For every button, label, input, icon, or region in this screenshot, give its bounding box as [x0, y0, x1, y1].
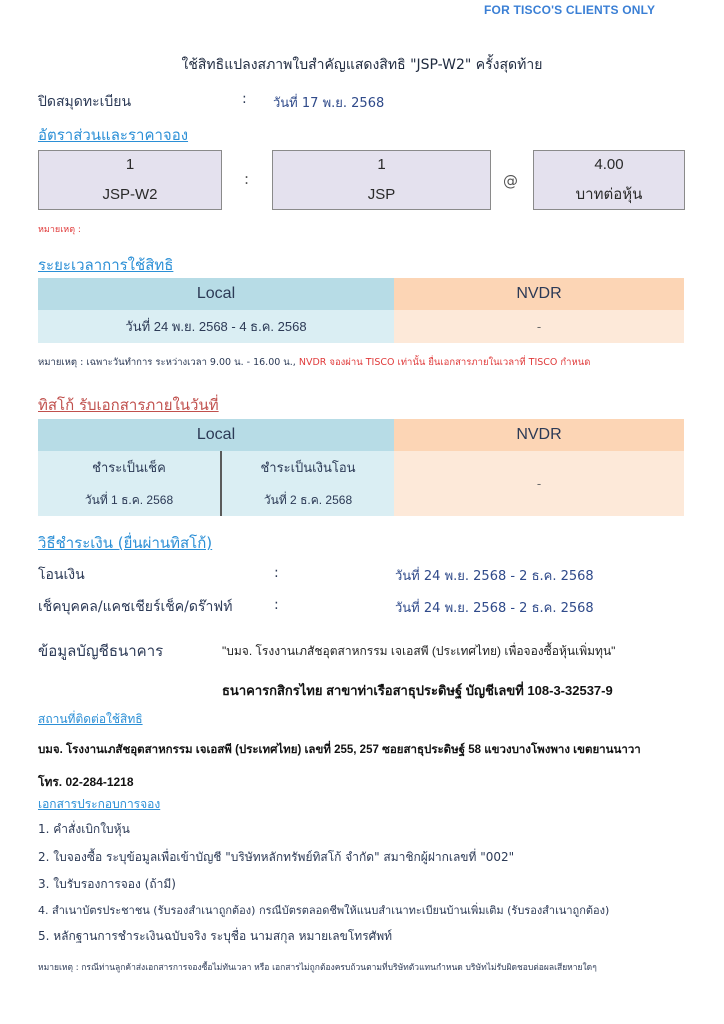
- ratio-box-share: [272, 150, 491, 210]
- deadline-cheque: [38, 451, 220, 516]
- exercise-note-red: NVDR จองผ่าน TISCO เท่านั้น ยื่นเอกสารภายในเวลาที่ TISCO กำหนด: [298, 357, 591, 368]
- ratio-heading[interactable]: อัตราส่วนและราคาจอง: [38, 126, 189, 144]
- document-item-4: 4. สำเนาบัตรประชาชน (รับรองสำเนาถูกต้อง) กรณีบัตรตลอดชีพให้แนบสำเนาทะเบียนบ้านเพิ่มเติม (รับรองสำเนาถูกต้อง): [38, 904, 610, 917]
- document-item-2: 2. ใบจองซื้อ ระบุข้อมูลเพื่อเข้าบัญชี "บริษัทหลักทรัพย์ทิสโก้ จำกัด" สมาชิกผู้ฝากเลขที่ "002": [38, 850, 515, 864]
- exercise-period-heading[interactable]: ระยะเวลาการใช้สิทธิ: [38, 256, 174, 274]
- payment-cheque-dates: วันที่ 24 พ.ย. 2568 - 2 ธ.ค. 2568: [395, 601, 594, 616]
- share-qty: 1: [377, 156, 386, 173]
- warrant-qty: 1: [125, 156, 135, 173]
- cheque-date: วันที่ 1 ธ.ค. 2568: [84, 492, 174, 507]
- bank-info-label: ข้อมูลบัญชีธนาคาร: [38, 642, 164, 660]
- contact-phone: โทร. 02-284-1218: [38, 775, 134, 789]
- exercise-note-text: หมายเหตุ : เฉพาะวันทำการ ระหว่างเวลา 9.00 น. - 16.00 น.,: [38, 357, 299, 368]
- contact-address: บมจ. โรงงานเภสัชอุตสาหกรรม เจเอสพี (ประเทศไทย) เลขที่ 255, 257 ซอยสาธุประดิษฐ์ 58 แขวงบางโพงพาง เขตยานนาวา: [38, 744, 641, 756]
- deadline-transfer: [222, 451, 394, 516]
- transfer-label: ชำระเป็นเงินโอน: [260, 460, 356, 476]
- deadline-nvdr-value: -: [394, 451, 684, 516]
- documents-heading[interactable]: เอกสารประกอบการจอง: [38, 797, 161, 811]
- exercise-period-note: [38, 355, 590, 370]
- ratio-at-sign: @: [503, 172, 518, 190]
- warrant-name: JSP-W2: [102, 186, 158, 203]
- ratio-box-warrant: [38, 150, 222, 210]
- exercise-nvdr-header: NVDR: [394, 278, 684, 310]
- deadline-nvdr-header: NVDR: [394, 419, 684, 451]
- bank-account-detail: ธนาคารกสิกรไทย สาขาท่าเรือสาธุประดิษฐ์ บัญชีเลขที่ 108-3-32537-9: [222, 683, 613, 698]
- payment-transfer-colon: :: [274, 565, 279, 581]
- payment-transfer-label: โอนเงิน: [38, 567, 85, 583]
- exercise-period-table: [38, 278, 684, 343]
- book-closing-colon: :: [242, 91, 247, 107]
- exercise-local-header: Local: [38, 278, 394, 310]
- document-item-1: 1. คำสั่งเบิกใบหุ้น: [38, 822, 130, 836]
- price-unit: บาทต่อหุ้น: [575, 186, 643, 203]
- book-closing-date: วันที่ 17 พ.ย. 2568: [273, 96, 385, 111]
- deadline-local-header: Local: [38, 419, 394, 451]
- payment-cheque-label: เช็คบุคคล/แคชเชียร์เช็ค/ดร๊าฟท์: [38, 599, 233, 615]
- ratio-note: หมายเหตุ :: [38, 225, 81, 235]
- bank-account-name: "บมจ. โรงงานเภสัชอุตสาหกรรม เจเอสพี (ประเทศไทย) เพื่อจองซื้อหุ้นเพิ่มทุน": [222, 644, 616, 658]
- cheque-label: ชำระเป็นเช็ค: [92, 460, 166, 476]
- ratio-box-price: [533, 150, 685, 210]
- document-item-5: 5. หลักฐานการชำระเงินฉบับจริง ระบุชื่อ นามสกุล หมายเลขโทรศัพท์: [38, 929, 393, 943]
- doc-deadline-heading[interactable]: ทิสโก้ รับเอกสารภายในวันที่: [38, 396, 219, 414]
- deadline-local-cell: [38, 451, 394, 516]
- price-value: 4.00: [594, 156, 624, 173]
- book-closing-label: ปิดสมุดทะเบียน: [38, 94, 132, 110]
- doc-deadline-table: [38, 419, 684, 516]
- document-item-3: 3. ใบรับรองการจอง (ถ้ามี): [38, 877, 176, 891]
- documents-footer-note: หมายเหตุ : กรณีท่านลูกค้าส่งเอกสารการจองซื้อไม่ทันเวลา หรือ เอกสารไม่ถูกต้องครบถ้วนตามที่บริษัทตัวแทนกำหนด บริษัทไม่รับผิดชอบต่อผลเสียหายใดๆ: [38, 963, 597, 973]
- payment-heading[interactable]: วิธีชำระเงิน (ยื่นผ่านทิสโก้): [38, 534, 213, 552]
- payment-transfer-dates: วันที่ 24 พ.ย. 2568 - 2 ธ.ค. 2568: [395, 569, 594, 584]
- ratio-colon: :: [244, 170, 250, 188]
- exercise-local-dates: วันที่ 24 พ.ย. 2568 - 4 ธ.ค. 2568: [38, 310, 394, 343]
- contact-heading[interactable]: สถานที่ติดต่อใช้สิทธิ: [38, 712, 143, 726]
- share-name: JSP: [367, 186, 396, 203]
- exercise-nvdr-dates: -: [394, 310, 684, 343]
- document-title: ใช้สิทธิแปลงสภาพใบสำคัญแสดงสิทธิ "JSP-W2" ครั้งสุดท้าย: [181, 57, 543, 73]
- transfer-date: วันที่ 2 ธ.ค. 2568: [263, 492, 353, 507]
- client-only-tag: FOR TISCO'S CLIENTS ONLY: [484, 3, 656, 17]
- payment-cheque-colon: :: [274, 597, 279, 613]
